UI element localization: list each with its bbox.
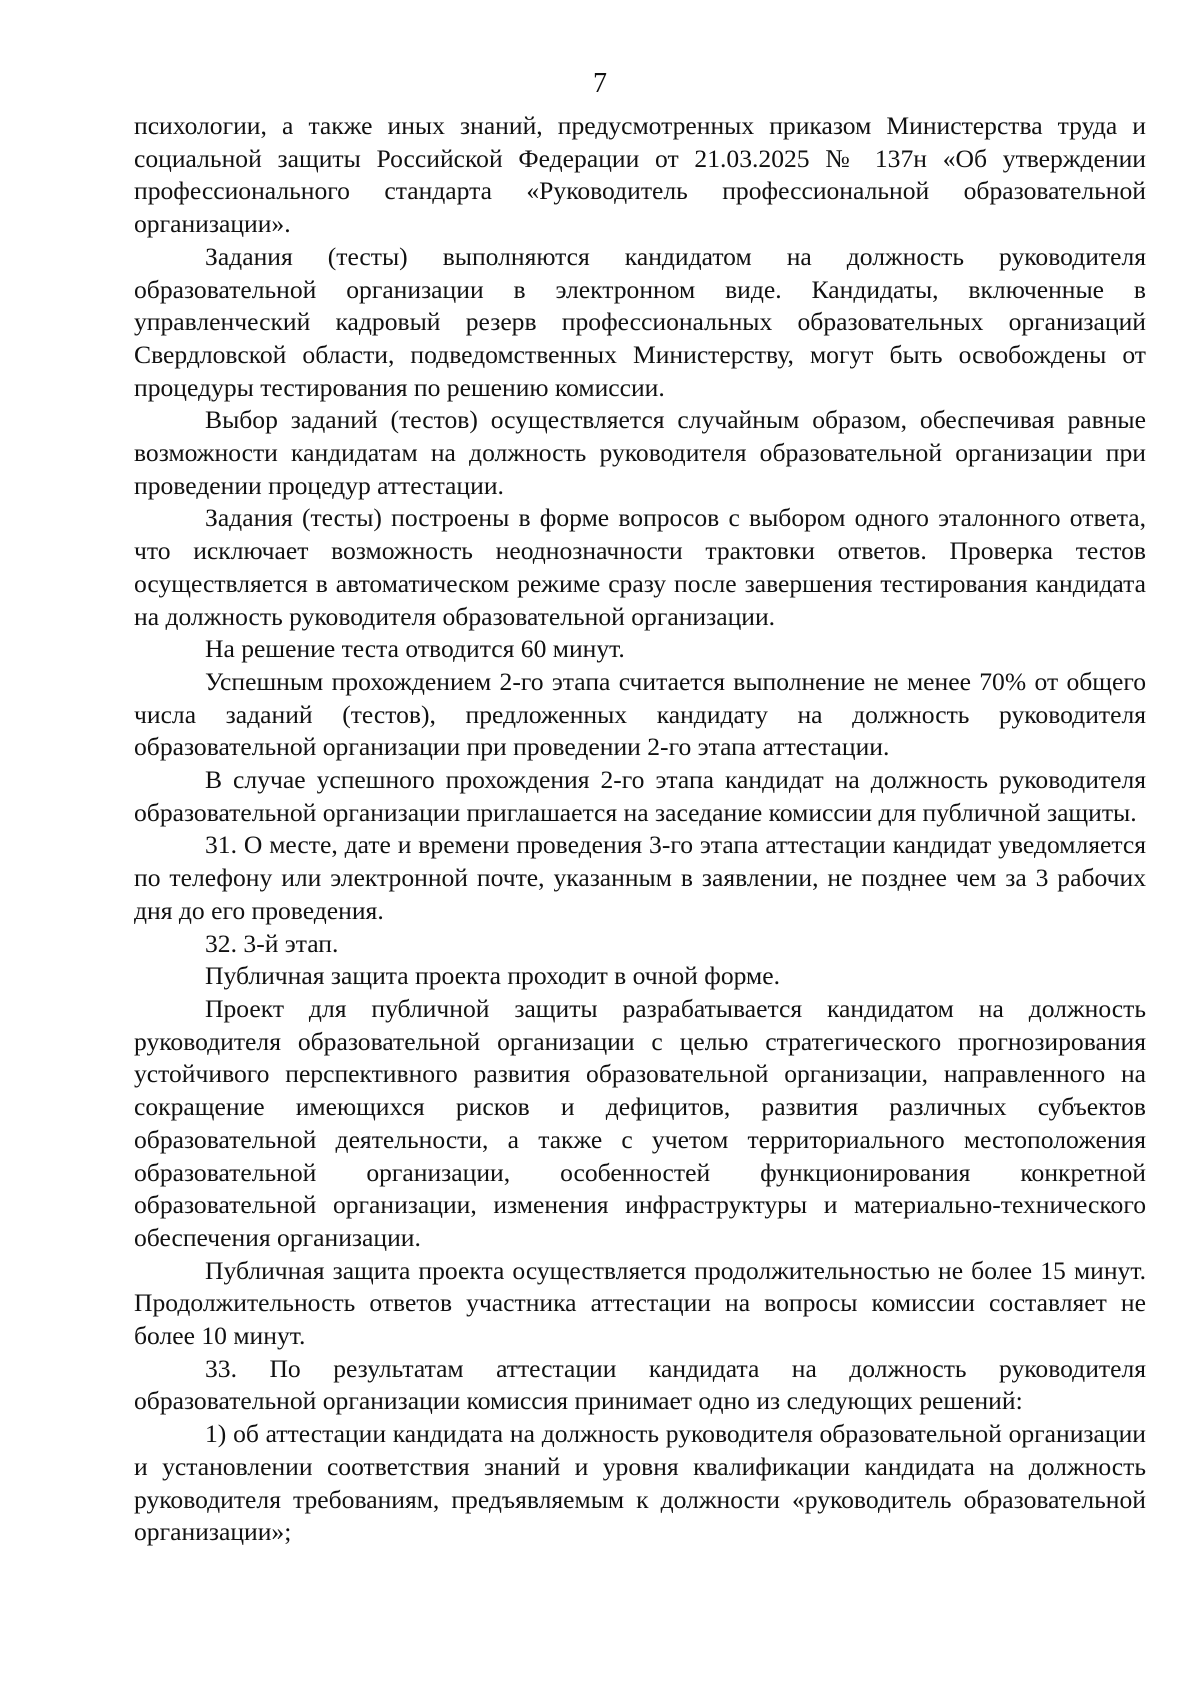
paragraph-test-selection: Выбор заданий (тестов) осуществляется случайным образом, обеспечивая равные возможности кандидатам на должность руководителя образовательной организации при проведении процедур аттестации.: [134, 405, 1146, 500]
paragraph-item-31: 31. О месте, дате и времени проведения 3-го этапа аттестации кандидат уведомляется по телефону или электронной почте, указанным в заявлении, не позднее чем за 3 рабочих дня до его проведения.: [134, 830, 1146, 925]
paragraph-public-defense-form: Публичная защита проекта проходит в очной форме.: [205, 961, 780, 991]
paragraph-item-32: 32. 3-й этап.: [205, 928, 339, 958]
paragraph-tests-electronic: Задания (тесты) выполняются кандидатом на должность руководителя образовательной организации в электронном виде. Кандидаты, включенные в управленческий кадровый резерв профессиональных образовательных организаций Свердловской области, подведомственных Министерству, могут быть освобождены от процедуры тестирования по решению комиссии.: [134, 241, 1146, 402]
paragraph-stage-2-success: В случае успешного прохождения 2-го этапа кандидат на должность руководителя образовательной организации приглашается на заседание комиссии для публичной защиты.: [134, 765, 1146, 827]
paragraph-defense-duration: Публичная защита проекта осуществляется продолжительностью не более 15 минут. Продолжительность ответов участника аттестации на вопросы комиссии составляет не более 10 минут.: [134, 1255, 1146, 1351]
paragraph-stage-2-pass: Успешным прохождением 2-го этапа считается выполнение не менее 70% от общего числа заданий (тестов), предложенных кандидату на должность руководителя образовательной организации при проведении 2-го этапа аттестации.: [134, 666, 1146, 762]
paragraph-decision-1: 1) об аттестации кандидата на должность руководителя образовательной организации и установлении соответствия знаний и уровня квалификации кандидата на должность руководителя требованиям, предъявляемым к должности «руководитель образовательной организации»;: [134, 1419, 1146, 1547]
page-number: 7: [593, 68, 607, 99]
paragraph-continuation: психологии, а также иных знаний, предусмотренных приказом Министерства труда и социальной защиты Российской Федерации от 21.03.2025 № 137н «Об утверждении профессионального стандарта «Руководитель профессиональной образовательной организации».: [134, 111, 1146, 239]
paragraph-project-description: Проект для публичной защиты разрабатывается кандидатом на должность руководителя образовательной организации с целью стратегического прогнозирования устойчивого перспективного развития образовательной организации, направленного на сокращение имеющихся рисков и дефицитов, развития различных субъектов образовательной деятельности, а также с учетом территориального местоположения образовательной организации, особенностей функционирования конкретной образовательной организации, изменения инфраструктуры и материально-технического обеспечения организации.: [134, 993, 1146, 1252]
paragraph-test-format: Задания (тесты) построены в форме вопросов с выбором одного эталонного ответа, что исключает возможность неоднозначности трактовки ответов. Проверка тестов осуществляется в автоматическом режиме сразу после завершения тестирования кандидата на должность руководителя образовательной организации.: [134, 503, 1146, 631]
document-body: [134, 110, 1146, 1549]
paragraph-test-duration: На решение теста отводится 60 минут.: [205, 634, 625, 664]
paragraph-item-33: 33. По результатам аттестации кандидата на должность руководителя образовательной организации комиссия принимает одно из следующих решений:: [134, 1353, 1146, 1416]
